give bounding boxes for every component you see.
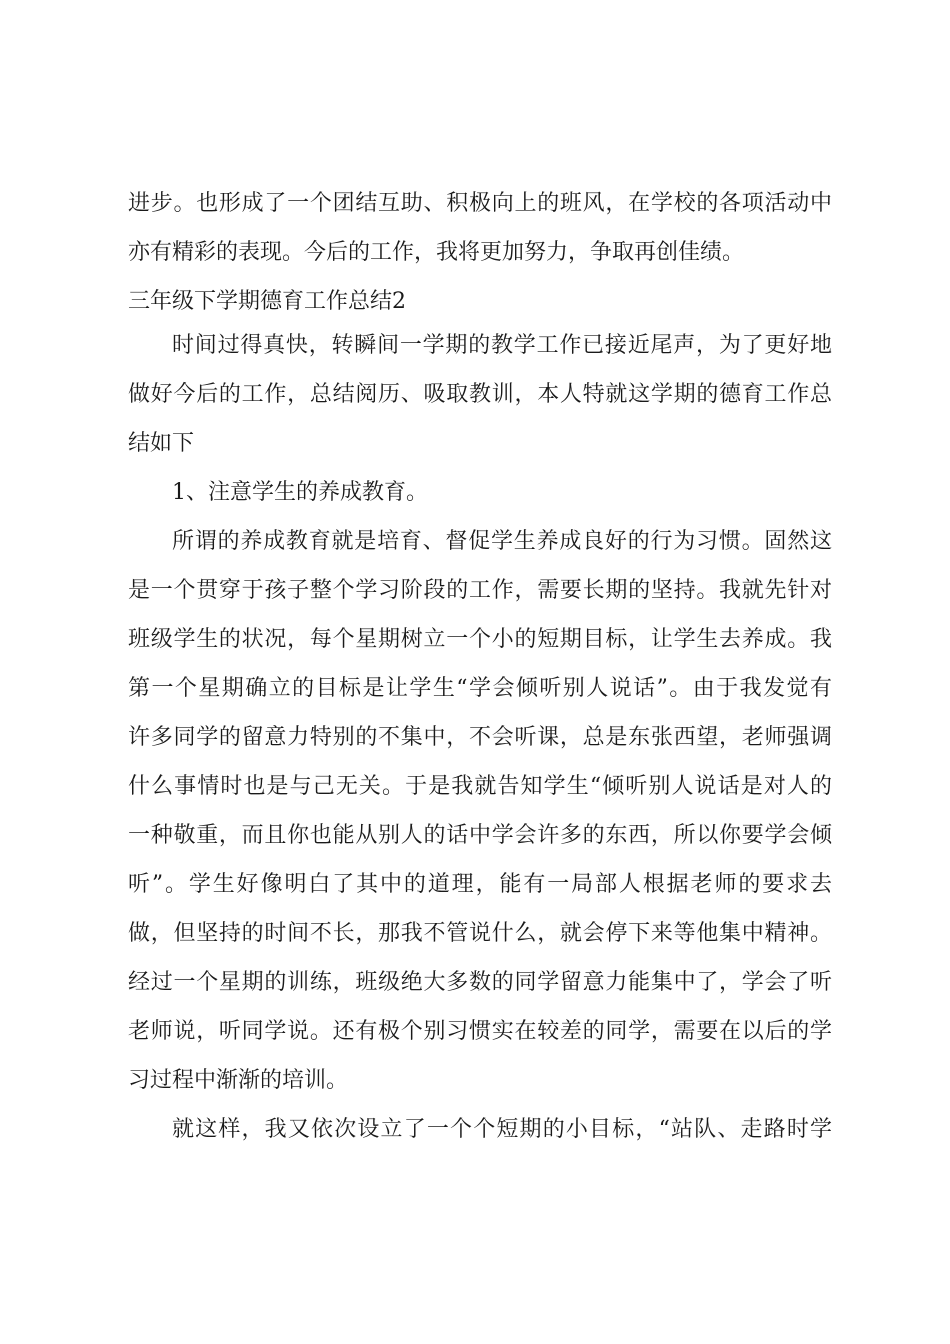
paragraph-line: 许多同学的留意力特别的不集中，不会听课，总是东张西望，老师强调 <box>128 725 832 750</box>
paragraph-line: 就这样，我又依次设立了一个个短期的小目标，“站队、走路时学 <box>172 1117 832 1142</box>
section-heading: 三年级下学期德育工作总结2 <box>128 289 406 314</box>
paragraph-line: 做好今后的工作，总结阅历、吸取教训，本人特就这学期的德育工作总 <box>128 382 832 407</box>
document-page <box>128 183 832 1158</box>
paragraph-line: 是一个贯穿于孩子整个学习阶段的工作，需要长期的坚持。我就先针对 <box>128 578 832 603</box>
paragraph-line: 所谓的养成教育就是培育、督促学生养成良好的行为习惯。固然这 <box>172 529 832 554</box>
paragraph-line: 习过程中渐渐的培训。 <box>128 1068 349 1093</box>
paragraph-line: 第一个星期确立的目标是让学生“学会倾听别人说话”。由于我发觉有 <box>128 676 832 701</box>
paragraph-line: 什么事情时也是与己无关。于是我就告知学生“倾听别人说话是对人的 <box>128 774 832 799</box>
paragraph-line: 经过一个星期的训练，班级绝大多数的同学留意力能集中了，学会了听 <box>128 970 832 995</box>
paragraph-line: 结如下 <box>128 431 195 456</box>
paragraph-line: 班级学生的状况，每个星期树立一个小的短期目标，让学生去养成。我 <box>128 627 832 652</box>
paragraph-line: 一种敬重，而且你也能从别人的话中学会许多的东西，所以你要学会倾 <box>128 823 832 848</box>
paragraph-line: 做，但坚持的时间不长，那我不管说什么，就会停下来等他集中精神。 <box>128 921 832 946</box>
paragraph-line: 进步。也形成了一个团结互助、积极向上的班风，在学校的各项活动中 <box>128 191 832 216</box>
paragraph-line: 亦有精彩的表现。今后的工作，我将更加努力，争取再创佳绩。 <box>128 240 745 265</box>
paragraph-line: 老师说，听同学说。还有极个别习惯实在较差的同学，需要在以后的学 <box>128 1019 832 1044</box>
list-item-heading: 1、注意学生的养成教育。 <box>172 480 428 505</box>
paragraph-line: 听”。学生好像明白了其中的道理，能有一局部人根据老师的要求去 <box>128 872 832 897</box>
paragraph-line: 时间过得真快，转瞬间一学期的教学工作已接近尾声，为了更好地 <box>172 333 832 358</box>
